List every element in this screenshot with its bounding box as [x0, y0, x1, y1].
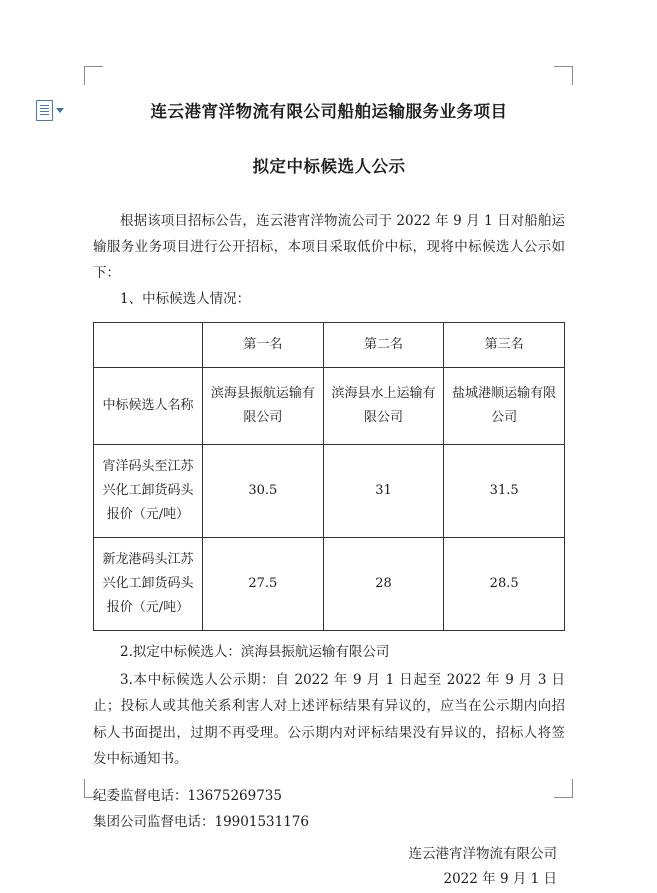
- table-cell: 滨海县振航运输有限公司: [203, 367, 324, 444]
- chevron-down-icon[interactable]: [56, 108, 64, 113]
- table-cell: 28: [323, 537, 444, 630]
- table-header-row: [94, 322, 565, 367]
- table-cell: 盐城港顺运输有限公司: [444, 367, 565, 444]
- contact-discipline-phone: 纪委监督电话：13675269735: [93, 788, 282, 805]
- paragraph-item-3: 3.本中标候选人公示期：自 2022 年 9 月 1 日起至 2022 年 9 月 3 日止；投标人或其他关系利害人对上述评标结果有异议的，应当在公示期内向招标人书面提出，过期不再受理。公示期内对评标结果没有异议的，招标人将签发中标通知书。: [93, 672, 565, 767]
- paragraph-item-2: 2.拟定中标候选人：滨海县振航运输有限公司: [120, 643, 390, 660]
- paragraph-intro: 根据该项目招标公告，连云港宵洋物流公司于 2022 年 9 月 1 日对船舶运输服务业务项目进行公开招标，本项目采取低价中标，现将中标候选人公示如下：: [93, 212, 565, 282]
- table-cell: 31.5: [444, 444, 565, 537]
- table-cell: 30.5: [203, 444, 324, 537]
- table-cell: 31: [323, 444, 444, 537]
- table-row: [94, 444, 565, 537]
- page-title: 连云港宵洋物流有限公司船舶运输服务业务项目: [150, 102, 508, 121]
- page-subtitle: 拟定中标候选人公示: [252, 156, 406, 176]
- signer-name: 连云港宵洋物流有限公司: [408, 845, 557, 862]
- document-body: [93, 92, 565, 893]
- signature-date: 2022 年 9 月 1 日: [443, 871, 557, 888]
- crop-mark-top-right: [554, 66, 573, 85]
- document-icon: [36, 100, 53, 121]
- table-row-label: 中标候选人名称: [94, 367, 203, 444]
- paragraph-item-1: 1、中标候选人情况：: [120, 291, 251, 308]
- table-corner-cell: [94, 322, 203, 367]
- table-row: [94, 367, 565, 444]
- table-cell: 28.5: [444, 537, 565, 630]
- table-column-header-2: 第二名: [323, 322, 444, 367]
- table-row: [94, 537, 565, 630]
- document-thumbnail-control[interactable]: [36, 100, 64, 121]
- table-row-label: 宵洋码头至江苏兴化工卸货码头报价（元/吨）: [94, 444, 203, 537]
- contact-group-phone: 集团公司监督电话：19901531176: [93, 813, 309, 830]
- signature-block: [93, 842, 565, 893]
- table-column-header-1: 第一名: [203, 322, 324, 367]
- bid-candidates-table: [93, 322, 565, 631]
- table-cell: 27.5: [203, 537, 324, 630]
- table-column-header-3: 第三名: [444, 322, 565, 367]
- table-cell: 滨海县水上运输有限公司: [323, 367, 444, 444]
- crop-mark-top-left: [84, 66, 103, 85]
- contact-block: [93, 784, 565, 835]
- table-row-label: 新龙港码头江苏兴化工卸货码头报价（元/吨）: [94, 537, 203, 630]
